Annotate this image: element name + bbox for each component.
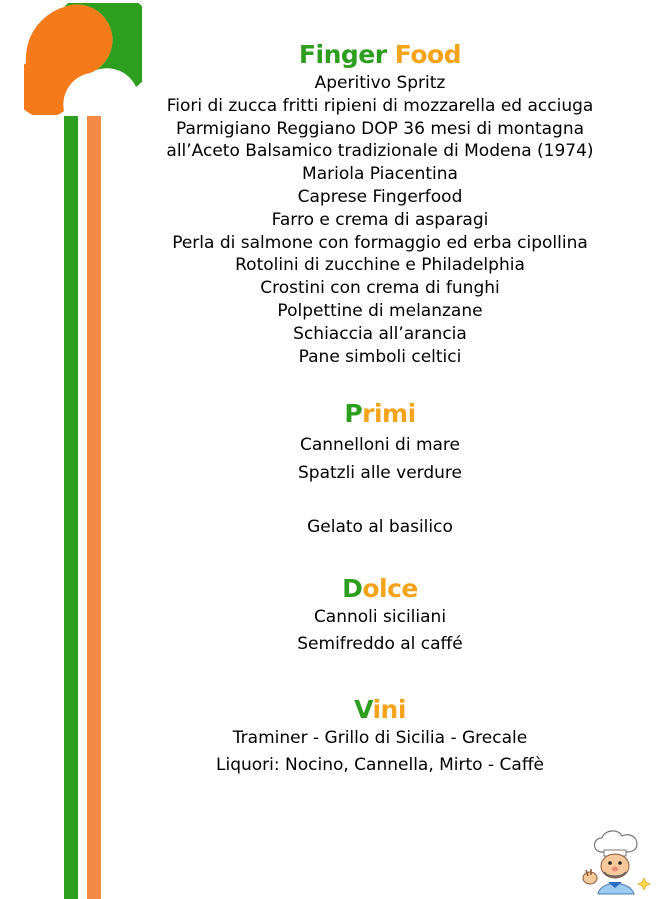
section-title-primi [150,397,610,431]
menu-item: Semifreddo al caffé [297,634,463,655]
menu-item: all’Aceto Balsamico tradizionale di Modena (1974) [166,141,594,162]
section-title-dolce [150,572,610,606]
green-stripe [64,116,78,899]
chef-cartoon-icon [578,830,660,896]
title-word-food: Food [394,40,462,69]
menu-item: Rotolini di zucchine e Philadelphia [235,255,525,276]
section-primi [150,397,610,542]
menu-item: Gelato al basilico [307,517,453,538]
section-title-finger-food [150,38,610,72]
menu-item: Farro e crema di asparagi [271,209,489,230]
menu-item: Schiaccia all’arancia [293,323,467,344]
menu-item: Crostini con crema di funghi [260,278,500,299]
title-initial: D [342,573,363,603]
menu-item: Parmigiano Reggiano DOP 36 mesi di montagna [175,118,585,139]
menu-item: Cannelloni di mare [299,435,460,456]
menu-item: Pane simboli celtici [298,346,462,367]
tricolore-circle-logo [24,3,142,115]
title-rest: rimi [362,399,416,429]
menu-item: Aperitivo Spritz [314,73,446,93]
title-initial: V [354,694,373,724]
menu-item: Mariola Piacentina [302,164,458,185]
orange-stripe [87,116,101,899]
menu-item: Fiori di zucca fritti ripieni di mozzarella ed acciuga [166,95,594,116]
title-rest: ini [372,694,406,724]
menu-item: Polpettine di melanzane [277,300,483,321]
menu-item: Cannoli siciliani [313,606,447,627]
menu-item: Traminer - Grillo di Sicilia - Grecale [232,727,528,748]
menu-item: Perla di salmone con formaggio ed erba cipollina [172,232,588,253]
section-finger-food [150,38,610,368]
menu-item: Spatzli alle verdure [297,462,462,483]
section-dolce [150,572,610,659]
section-title-vini [150,693,610,727]
title-rest: olce [362,573,418,603]
section-vini [150,693,610,780]
title-word-finger: Finger [298,40,387,69]
menu-item: Caprese Fingerfood [297,186,463,207]
title-initial: P [344,399,363,429]
menu [150,38,610,780]
menu-item: Liquori: Nocino, Cannella, Mirto - Caffè [216,755,544,776]
